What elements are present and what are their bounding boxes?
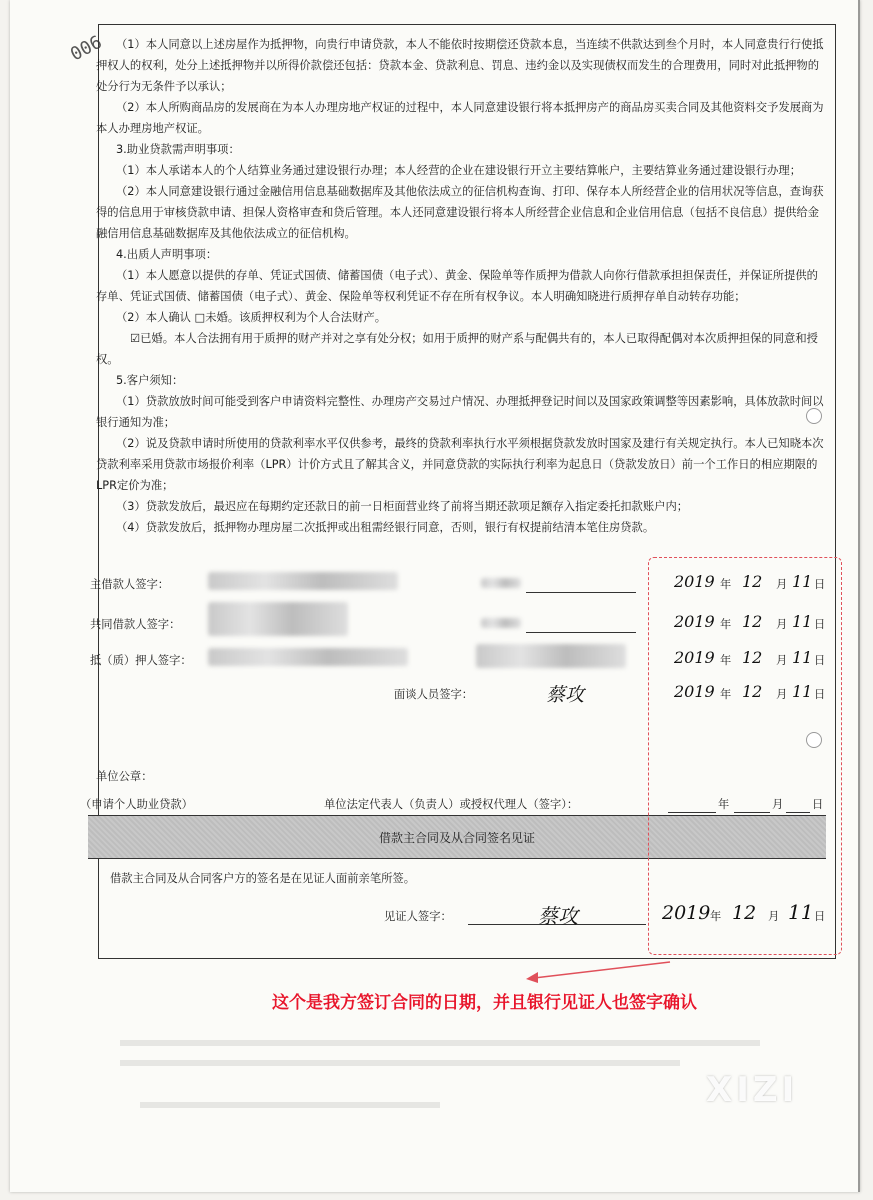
day-label: 日 xyxy=(812,798,824,811)
date-day: 11 xyxy=(792,572,813,591)
redacted-signature xyxy=(208,572,398,590)
month-label: 月 xyxy=(776,578,788,591)
year-label: 年 xyxy=(720,618,732,631)
redacted-signature xyxy=(208,602,348,636)
loan-type: （申请个人助业贷款） xyxy=(80,798,193,811)
interviewer-label: 面谈人员签字： xyxy=(394,688,474,701)
bleed-through xyxy=(140,1102,440,1108)
date-year: 2019 xyxy=(674,612,715,631)
highlight-box xyxy=(648,557,842,955)
clause: （4）贷款发放后，抵押物办理房屋二次抵押或出租需经银行同意，否则，银行有权提前结清本笔住房贷款。 xyxy=(116,521,655,534)
clause: （2）本人同意建设银行通过金融信用信息基础数据库及其他依法成立的征信机构查询、打印、保存本人所经营企业的信用状况等信息，查询获得的信息用于审核贷款申请、担保人资格审查和贷后管理。本人还同意建设银行将本人所经营企业信息和企业信用信息（包括不良信息）提供给金融信用信息基础数据库及其他依法成立的征信机构。 xyxy=(96,185,824,240)
day-label: 日 xyxy=(814,618,826,631)
clause: （1）本人承诺本人的个人结算业务通过建设银行办理；本人经营的企业在建设银行开立主要结算帐户，主要结算业务通过建设银行办理； xyxy=(116,164,802,177)
annotation-text: 这个是我方签订合同的日期，并且银行见证人也签字确认 xyxy=(272,993,697,1013)
month-label: 月 xyxy=(768,910,780,923)
clause-heading: 3.助业贷款需声明事项： xyxy=(116,143,240,156)
date-year: 2019 xyxy=(674,682,715,701)
date-month: 12 xyxy=(742,682,763,701)
day-label: 日 xyxy=(814,578,826,591)
witness-label: 见证人签字： xyxy=(384,910,452,923)
pledger-label: 抵（质）押人签字： xyxy=(90,654,192,667)
redacted-signature xyxy=(208,648,408,666)
redacted-label xyxy=(476,644,626,668)
day-label: 日 xyxy=(814,910,826,923)
clause: （2）本人确认 □未婚。该质押权利为个人合法财产。 xyxy=(116,311,386,324)
arrow-icon xyxy=(520,958,680,988)
witness-date-day: 11 xyxy=(788,900,814,924)
month-label: 月 xyxy=(776,688,788,701)
clause: （2）本人所购商品房的发展商在为本人办理房地产权证的过程中，本人同意建设银行将本抵押房产的商品房买卖合同及其他资料交予发展商为本人办理房地产权证。 xyxy=(96,101,824,135)
clause-list xyxy=(96,34,824,538)
year-label: 年 xyxy=(720,688,732,701)
clause: （1）贷款放放时间可能受到客户申请资料完整性、办理房产交易过户情况、办理抵押登记时间以及国家政策调整等因素影响，具体放款时间以银行通知为准； xyxy=(96,395,824,429)
clause: ☑已婚。本人合法拥有用于质押的财产并对之享有处分权；如用于质押的财产系与配偶共有的，本人已取得配偶对本次质押担保的同意和授权。 xyxy=(96,332,818,366)
signature-line xyxy=(526,632,636,633)
watermark: XIZI xyxy=(706,1070,799,1110)
bleed-through xyxy=(120,1040,760,1046)
witness-statement: 借款主合同及从合同客户方的签名是在见证人面前亲笔所签。 xyxy=(110,872,416,885)
punch-hole xyxy=(806,408,822,424)
clause: （1）本人同意以上述房屋作为抵押物，向贵行申请贷款，本人不能依时按期偿还贷款本息，当连续不供款达到叁个月时，本人同意贵行行使抵押权人的权利，处分上述抵押物并以所得价款偿还包括：贷款本金、贷款利息、罚息、违约金以及实现债权而发生的合理费用，同时对此抵押物的处分行为无条件予以承认； xyxy=(96,38,824,93)
clause-heading: 4.出质人声明事项： xyxy=(116,248,218,261)
redacted-label xyxy=(481,618,521,628)
day-label: 日 xyxy=(814,688,826,701)
year-label: 年 xyxy=(720,654,732,667)
date-month: 12 xyxy=(742,612,763,631)
page-stamp-number: 006 xyxy=(66,31,106,66)
year-label: 年 xyxy=(720,578,732,591)
month-label: 月 xyxy=(776,654,788,667)
date-month: 12 xyxy=(742,648,763,667)
year-label: 年 xyxy=(710,910,722,923)
clause: （3）贷款发放后，最迟应在每期约定还款日的前一日柜面营业终了前将当期还款项足额存入指定委托扣款账户内； xyxy=(116,500,689,513)
bleed-through xyxy=(120,1060,680,1066)
interviewer-signature: 蔡攻 xyxy=(546,684,585,706)
month-label: 月 xyxy=(772,798,784,811)
day-label: 日 xyxy=(814,654,826,667)
witness-signature: 蔡攻 xyxy=(538,904,578,928)
signature-line xyxy=(526,592,636,593)
witness-section-title: 借款主合同及从合同签名见证 xyxy=(378,831,535,845)
unit-seal-label: 单位公章： xyxy=(96,770,153,783)
date-day: 11 xyxy=(792,612,813,631)
co-borrower-label: 共同借款人签字： xyxy=(90,618,181,631)
month-label: 月 xyxy=(776,618,788,631)
date-year: 2019 xyxy=(674,572,715,591)
redacted-label xyxy=(481,578,521,588)
clause: （2）说及贷款申请时所使用的贷款利率水平仅供参考，最终的贷款利率执行水平须根据贷款发放时国家及建行有关规定执行。本人已知晓本次贷款利率采用贷款市场报价利率（LPR）计价方式且了解其含义，并同意贷款的实际执行利率为起息日（贷款发放日）前一个工作日的相应期限的LPR定价为准； xyxy=(96,437,824,492)
date-year: 2019 xyxy=(674,648,715,667)
year-label: 年 xyxy=(718,798,730,811)
date-day: 11 xyxy=(792,682,813,701)
date-day: 11 xyxy=(792,648,813,667)
main-borrower-label: 主借款人签字： xyxy=(90,578,170,591)
clause-heading: 5.客户须知： xyxy=(116,374,184,387)
clause: （1）本人愿意以提供的存单、凭证式国债、储蓄国债（电子式）、黄金、保险单等作质押为借款人向你行借款承担担保责任，并保证所提供的存单、凭证式国债、储蓄国债（电子式）、黄金、保险单等权利凭证不存在所有权争议。本人明确知晓进行质押存单自动转存功能； xyxy=(96,269,818,303)
unit-rep-label: 单位法定代表人（负责人）或授权代理人（签字）： xyxy=(324,798,579,811)
witness-date-year: 2019 xyxy=(662,902,711,924)
date-month: 12 xyxy=(742,572,763,591)
witness-date-month: 12 xyxy=(732,902,757,924)
